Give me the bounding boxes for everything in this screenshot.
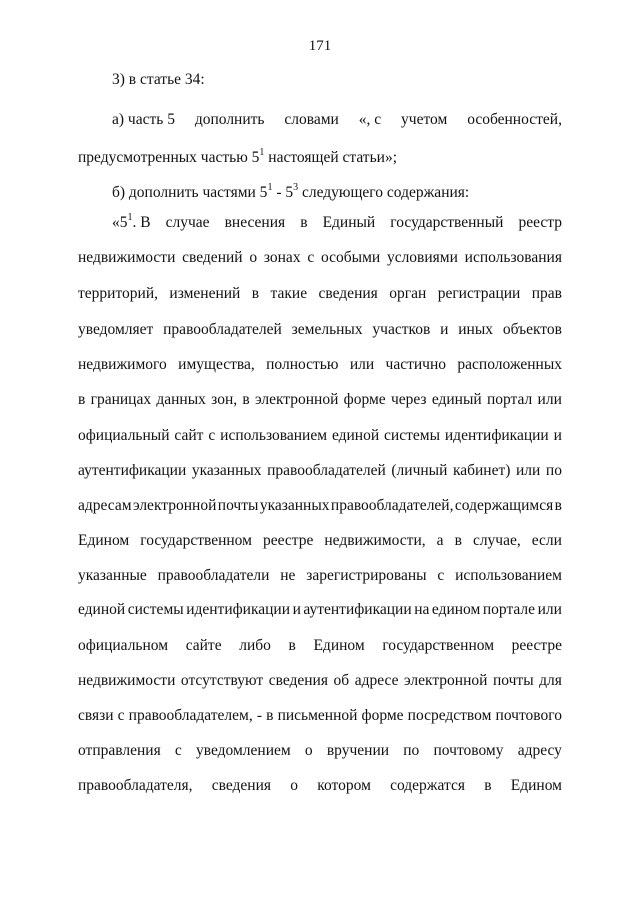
word: зонах <box>263 249 301 266</box>
word: аутентификации <box>303 601 412 618</box>
text-fragment: предусмотренных частью 5 <box>78 149 260 166</box>
text-line-9 <box>78 355 562 375</box>
word: форме <box>343 391 386 408</box>
word: кабинет) <box>452 462 511 479</box>
word: связи <box>78 707 114 724</box>
word: портале <box>482 601 536 618</box>
text-line-5 <box>112 213 562 233</box>
word: государственном <box>140 532 252 549</box>
text-line-14 <box>78 531 562 551</box>
word: участков <box>372 321 431 338</box>
word: в <box>454 532 462 549</box>
superscript: 1 <box>267 181 273 193</box>
word: на <box>414 601 430 618</box>
word: в <box>242 391 250 408</box>
word: в <box>266 707 274 724</box>
word: в <box>484 777 492 794</box>
text-line-16 <box>78 600 562 620</box>
word: почтового <box>495 707 562 724</box>
text-line-8 <box>78 320 562 340</box>
text-fragment: «5 <box>112 214 128 231</box>
text-line-15 <box>78 566 562 586</box>
superscript: 1 <box>259 146 265 158</box>
word: уведомлением <box>196 742 291 759</box>
word: указанных <box>191 462 262 479</box>
word: орган <box>389 285 427 302</box>
text-line-4 <box>112 183 562 203</box>
text-line-20 <box>78 741 562 761</box>
superscript: 1 <box>127 211 133 223</box>
word: с <box>307 249 315 266</box>
word: а) часть 5 <box>112 111 175 128</box>
word: о <box>249 249 258 266</box>
word: через <box>390 391 427 408</box>
word: использованием <box>455 567 562 584</box>
text-fragment: . В <box>132 214 151 231</box>
word: случае <box>165 214 210 231</box>
word: в <box>78 391 86 408</box>
word: письменной <box>277 707 358 724</box>
text-fragment: - 5 <box>272 184 294 201</box>
word: такие <box>270 285 308 302</box>
word: сайт <box>174 427 204 444</box>
word: едином <box>431 601 481 618</box>
text-line-19 <box>78 706 562 726</box>
word: системы <box>127 601 184 618</box>
word: внесения <box>224 214 286 231</box>
word: почтовому <box>433 742 504 759</box>
text-line-12 <box>78 461 562 481</box>
word: и <box>440 321 449 338</box>
word: особенностей, <box>467 111 562 128</box>
word: уведомляет <box>78 321 154 338</box>
word: в <box>554 497 562 514</box>
word: вручении <box>326 742 390 759</box>
word: или <box>537 601 562 618</box>
word: государственный <box>390 214 504 231</box>
word: и <box>553 427 562 444</box>
word: о <box>304 742 313 759</box>
word: прав <box>531 285 562 302</box>
word: зарегистрированы <box>306 567 427 584</box>
text-line-11 <box>78 426 562 446</box>
word: правообладателей <box>267 462 386 479</box>
word: недвижимости, <box>324 532 426 549</box>
word: частично <box>385 356 447 373</box>
word: изменений <box>169 285 241 302</box>
text-line-6 <box>78 248 562 268</box>
word: полностью <box>266 356 339 373</box>
word: системы <box>384 427 440 444</box>
word: случае, <box>472 532 521 549</box>
word: аутентификации <box>78 462 187 479</box>
word: отправления <box>78 742 161 759</box>
word: недвижимости <box>78 249 176 266</box>
word: идентификации <box>186 601 291 618</box>
word: данных <box>156 391 206 408</box>
text-line-21 <box>78 776 562 796</box>
word: Едином <box>510 777 562 794</box>
word: правообладателя, <box>78 777 193 794</box>
word: земельных <box>291 321 363 338</box>
word: адресам <box>78 497 132 514</box>
word: для <box>539 672 562 689</box>
word: сайте <box>185 637 222 654</box>
word: если <box>531 532 562 549</box>
word: электронной <box>254 391 339 408</box>
word: в <box>251 285 260 302</box>
text-line-17 <box>78 636 562 656</box>
word: электронной <box>404 672 488 689</box>
word: недвижимости <box>78 672 176 689</box>
word: правообладатели <box>157 567 270 584</box>
word: использования <box>464 249 562 266</box>
word: (личный <box>391 462 448 479</box>
word: - <box>256 707 263 724</box>
word: или <box>537 391 562 408</box>
text-line-7 <box>78 284 562 304</box>
word: по <box>403 742 420 759</box>
word: особыми <box>321 249 381 266</box>
word: содержатся <box>390 777 465 794</box>
word: содержащимся <box>454 497 554 514</box>
word: адресе <box>354 672 399 689</box>
page-number: 171 <box>308 38 332 54</box>
word: о <box>290 777 299 794</box>
word: имущества, <box>178 356 255 373</box>
text-line-10 <box>78 390 562 410</box>
word: объектов <box>502 321 562 338</box>
text-line-13 <box>78 496 562 516</box>
word: правообладателей <box>163 321 282 338</box>
word: расположенных <box>457 356 562 373</box>
word: территорий, <box>78 285 158 302</box>
word: условиями <box>386 249 458 266</box>
word: «, с <box>358 111 382 128</box>
word: в <box>288 637 296 654</box>
word: электронной <box>132 497 217 514</box>
word: официальный <box>78 427 170 444</box>
word: Едином <box>313 637 365 654</box>
word: единой <box>78 601 126 618</box>
word: с <box>437 567 445 584</box>
word: указанных <box>259 497 330 514</box>
text-line-3 <box>78 148 562 168</box>
word: об <box>333 672 350 689</box>
text-line-1: 3) в статье 34: <box>112 71 205 88</box>
word: с <box>117 707 125 724</box>
text-fragment: следующего содержания: <box>298 184 470 201</box>
text-fragment: настоящей статьи»; <box>264 149 398 166</box>
word: с <box>174 742 182 759</box>
word: Едином <box>78 532 130 549</box>
text-line-2 <box>112 110 562 130</box>
text-fragment: б) дополнить частями 5 <box>112 184 268 201</box>
word: сведения <box>211 777 272 794</box>
word: сведений <box>182 249 243 266</box>
word: котором <box>317 777 371 794</box>
superscript: 3 <box>293 181 299 193</box>
word: государственном <box>382 637 494 654</box>
word: сведения <box>268 672 328 689</box>
word: форме <box>361 707 404 724</box>
word: зон, <box>211 391 238 408</box>
word: в <box>300 214 308 231</box>
word: либо <box>239 637 271 654</box>
text-line-18 <box>78 671 562 691</box>
word: или <box>349 356 375 373</box>
word: и <box>292 601 301 618</box>
word: иных <box>458 321 493 338</box>
word: а <box>436 532 444 549</box>
word: сведения <box>318 285 378 302</box>
word: отсутствуют <box>180 672 264 689</box>
word: правообладателей, <box>330 497 454 514</box>
word: единый <box>431 391 482 408</box>
word: официальном <box>78 637 169 654</box>
word: реестре <box>511 637 562 654</box>
word: дополнить <box>194 111 265 128</box>
word: адресу <box>517 742 562 759</box>
word: по <box>545 462 562 479</box>
word: Единый <box>322 214 376 231</box>
word: почты <box>217 497 259 514</box>
word: идентификации <box>444 427 549 444</box>
paragraph-lead <box>112 213 151 233</box>
word: регистрации <box>437 285 521 302</box>
word: реестре <box>262 532 314 549</box>
word: единой <box>331 427 380 444</box>
word: использованием <box>220 427 328 444</box>
word: словами <box>284 111 339 128</box>
word: почты <box>492 672 534 689</box>
word: учетом <box>401 111 448 128</box>
word: недвижимого <box>78 356 167 373</box>
word: правообладателем, <box>128 707 253 724</box>
word: не <box>280 567 296 584</box>
word: границах <box>90 391 152 408</box>
word: указанные <box>78 567 147 584</box>
word: посредством <box>407 707 492 724</box>
word: реестр <box>518 214 562 231</box>
word: с <box>208 427 216 444</box>
word: или <box>516 462 541 479</box>
word: портал <box>486 391 533 408</box>
